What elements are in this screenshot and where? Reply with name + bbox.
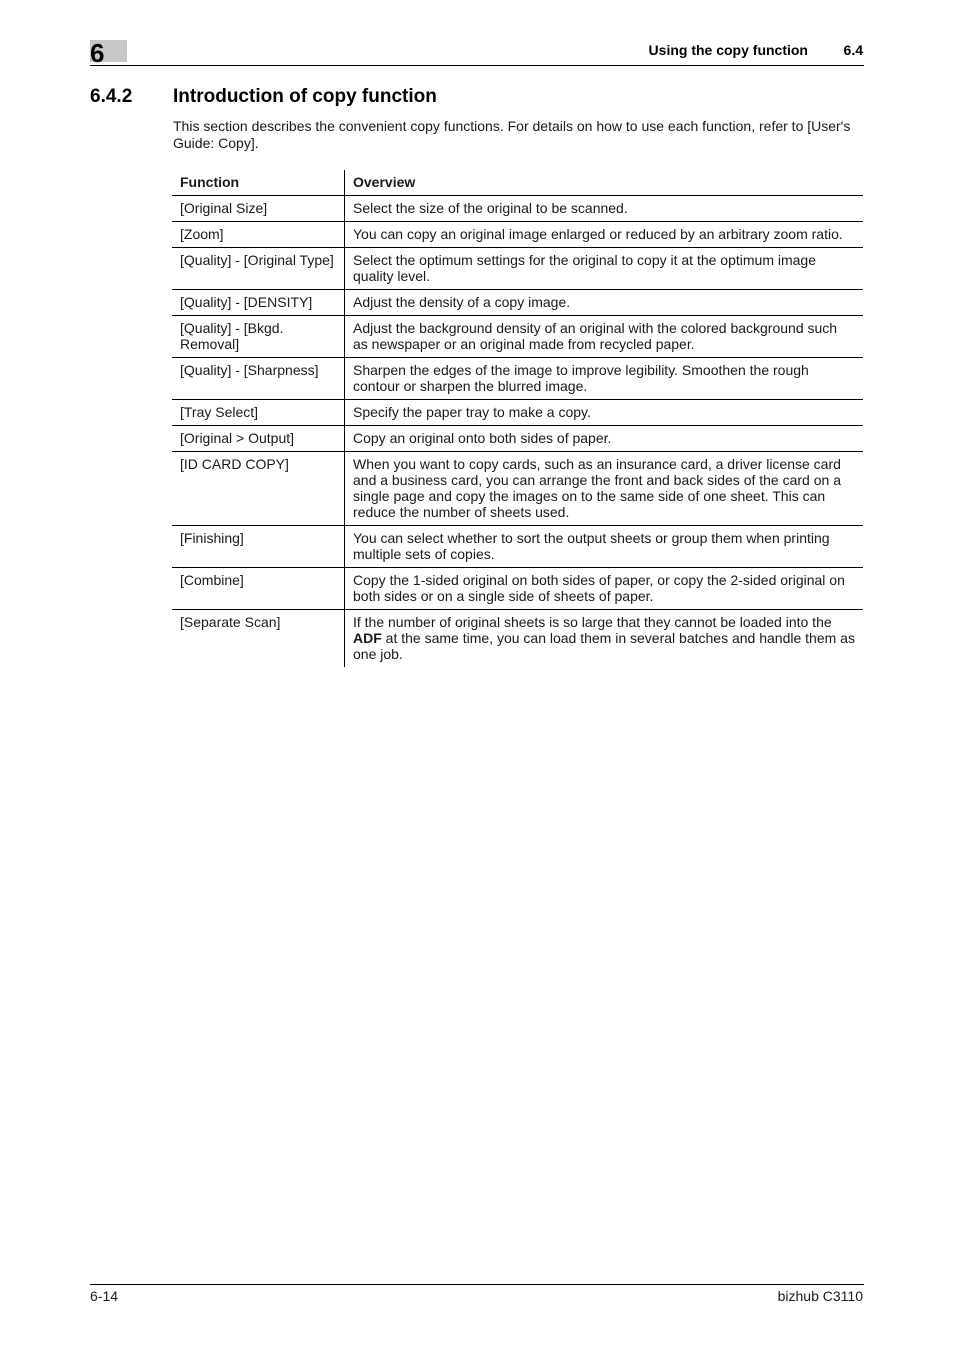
overview-cell: Sharpen the edges of the image to improve legibility. Smoothen the rough contour or sharpen the blurred image. — [345, 358, 864, 400]
table-row — [172, 316, 863, 358]
table-row — [172, 568, 863, 610]
overview-cell: You can select whether to sort the output sheets or group them when printing multiple sets of copies. — [345, 526, 864, 568]
product-name: bizhub C3110 — [777, 1288, 863, 1304]
running-header-section: 6.4 — [843, 42, 863, 58]
overview-cell: Copy an original onto both sides of paper. — [345, 426, 864, 452]
overview-cell: You can copy an original image enlarged or reduced by an arbitrary zoom ratio. — [345, 222, 864, 248]
adf-term: ADF — [353, 630, 382, 646]
table-row — [172, 400, 863, 426]
function-cell: [ID CARD COPY] — [172, 452, 345, 526]
overview-cell: Copy the 1-sided original on both sides of paper, or copy the 2-sided original on both sides or on a single side of sheets of paper. — [345, 568, 864, 610]
function-cell: [Quality] - [DENSITY] — [172, 290, 345, 316]
function-cell: [Quality] - [Original Type] — [172, 248, 345, 290]
table-row — [172, 290, 863, 316]
function-cell: [Original Size] — [172, 196, 345, 222]
overview-text: at the same time, you can load them in several batches and handle them as one job. — [353, 630, 855, 662]
function-cell: [Separate Scan] — [172, 610, 345, 668]
table-row — [172, 358, 863, 400]
intro-paragraph: This section describes the convenient copy functions. For details on how to use each function, refer to [User's Guide: Copy]. — [173, 118, 851, 151]
overview-text: If the number of original sheets is so large that they cannot be loaded into the — [353, 614, 832, 630]
function-cell: [Finishing] — [172, 526, 345, 568]
table-row — [172, 610, 863, 668]
header-rule — [90, 65, 864, 66]
table-row — [172, 248, 863, 290]
function-cell: [Quality] - [Bkgd. Removal] — [172, 316, 345, 358]
table-row — [172, 526, 863, 568]
overview-cell — [345, 610, 864, 668]
function-cell: [Quality] - [Sharpness] — [172, 358, 345, 400]
chapter-number: 6 — [90, 38, 105, 68]
column-header-overview: Overview — [345, 170, 864, 196]
page-number: 6-14 — [90, 1288, 119, 1304]
overview-cell: Adjust the density of a copy image. — [345, 290, 864, 316]
running-header-title: Using the copy function — [648, 42, 808, 58]
function-cell: [Zoom] — [172, 222, 345, 248]
table-row — [172, 452, 863, 526]
overview-cell: Adjust the background density of an original with the colored background such as newspaper or an original made from recycled paper. — [345, 316, 864, 358]
table-row — [172, 196, 863, 222]
function-cell: [Original > Output] — [172, 426, 345, 452]
table-row — [172, 222, 863, 248]
table-header-row — [172, 170, 863, 196]
section-title: Introduction of copy function — [173, 86, 437, 107]
overview-cell: Select the size of the original to be scanned. — [345, 196, 864, 222]
copy-function-table — [172, 170, 863, 667]
overview-cell: When you want to copy cards, such as an insurance card, a driver license card and a business card, you can arrange the front and back sides of the card on a single page and copy the images on to the same side of one sheet. This can reduce the number of sheets used. — [345, 452, 864, 526]
overview-cell: Select the optimum settings for the original to copy it at the optimum image quality level. — [345, 248, 864, 290]
column-header-function: Function — [172, 170, 345, 196]
function-cell: [Tray Select] — [172, 400, 345, 426]
table-row — [172, 426, 863, 452]
overview-cell: Specify the paper tray to make a copy. — [345, 400, 864, 426]
footer-rule — [90, 1284, 864, 1285]
function-cell: [Combine] — [172, 568, 345, 610]
section-number: 6.4.2 — [90, 86, 133, 107]
